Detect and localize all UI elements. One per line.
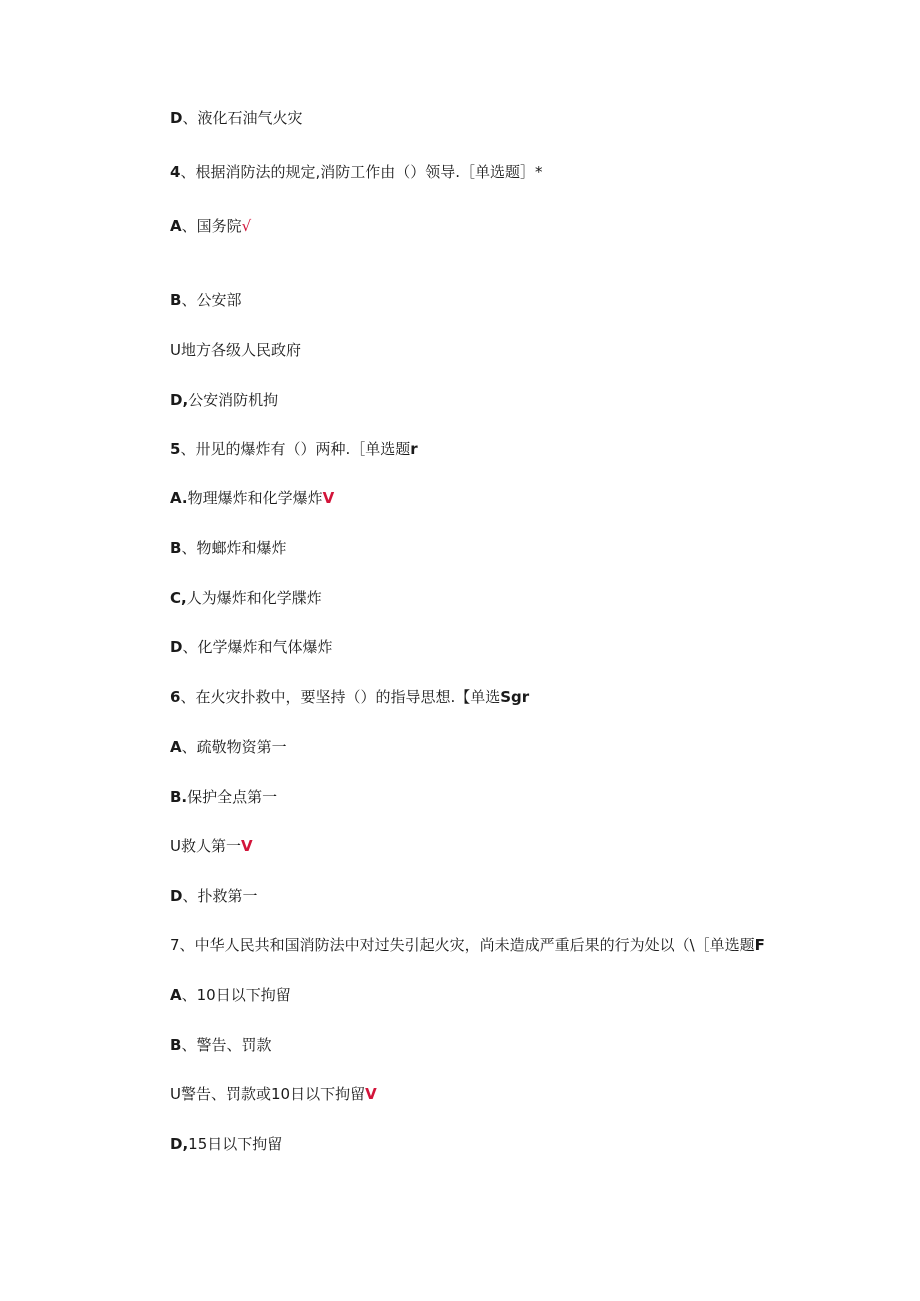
option-text: U地方各级人民政府 bbox=[170, 341, 301, 359]
option-letter: D, bbox=[170, 391, 189, 409]
option-letter: A bbox=[170, 986, 182, 1004]
option-letter: A bbox=[170, 217, 182, 235]
option-text: U警告、罚款或10日以下拘留 bbox=[170, 1085, 366, 1103]
question-text: 根据消防法的规定,消防工作由（）领导.［单选题］* bbox=[195, 163, 543, 181]
option-text: 扑救第一 bbox=[197, 887, 258, 905]
question-number: 7 bbox=[170, 936, 180, 954]
option-c-q5 bbox=[170, 588, 322, 608]
option-b-q6 bbox=[170, 787, 277, 807]
option-a-q6 bbox=[170, 737, 287, 757]
separator: 、 bbox=[179, 936, 195, 954]
option-b-q7 bbox=[170, 1035, 271, 1055]
option-letter: D, bbox=[170, 1135, 189, 1153]
separator: 、 bbox=[181, 539, 197, 557]
option-text: 警告、罚款 bbox=[196, 1036, 272, 1054]
option-letter: A. bbox=[170, 489, 188, 507]
option-d-q5 bbox=[170, 637, 332, 657]
separator: 、 bbox=[181, 986, 197, 1004]
option-letter: B. bbox=[170, 788, 188, 806]
option-d-q6 bbox=[170, 886, 257, 906]
separator: 、 bbox=[182, 109, 198, 127]
question-text: 卅见的爆炸有（）两种.［单选题 bbox=[195, 440, 411, 458]
option-text: 疏敬物资第一 bbox=[196, 738, 287, 756]
option-text: U救人第一 bbox=[170, 837, 241, 855]
question-suffix: Sgr bbox=[500, 688, 530, 706]
option-d-q7 bbox=[170, 1134, 282, 1154]
option-letter: B bbox=[170, 291, 182, 309]
option-c-q7 bbox=[170, 1084, 377, 1104]
option-c-q4 bbox=[170, 340, 301, 360]
option-letter: D bbox=[170, 638, 183, 656]
separator: 、 bbox=[181, 738, 197, 756]
option-letter: B bbox=[170, 539, 182, 557]
separator: 、 bbox=[182, 887, 198, 905]
option-a-q5 bbox=[170, 488, 334, 508]
option-a-q7 bbox=[170, 985, 291, 1005]
option-letter: A bbox=[170, 738, 182, 756]
option-text: 公安部 bbox=[196, 291, 242, 309]
question-4 bbox=[170, 162, 543, 182]
option-b-q4 bbox=[170, 290, 241, 310]
separator: 、 bbox=[181, 217, 197, 235]
separator: 、 bbox=[181, 291, 197, 309]
question-number: 5 bbox=[170, 440, 181, 458]
option-letter: D bbox=[170, 109, 183, 127]
separator: 、 bbox=[182, 638, 198, 656]
question-5 bbox=[170, 439, 418, 459]
separator: 、 bbox=[180, 440, 196, 458]
option-letter: C, bbox=[170, 589, 187, 607]
correct-mark-icon: V bbox=[322, 489, 335, 507]
option-text: 物螂炸和爆炸 bbox=[196, 539, 287, 557]
option-text: 10日以下拘留 bbox=[196, 986, 291, 1004]
option-text: 物理爆炸和化学爆炸 bbox=[187, 489, 323, 507]
option-text: 人为爆炸和化学牒炸 bbox=[186, 589, 322, 607]
option-b-q5 bbox=[170, 538, 286, 558]
question-text: 中华人民共和国消防法中对过失引起火灾，尚未造成严重后果的行为处以（\［单选题 bbox=[194, 936, 755, 954]
option-text: 15日以下拘留 bbox=[188, 1135, 283, 1153]
separator: 、 bbox=[181, 1036, 197, 1054]
option-c-q6 bbox=[170, 836, 253, 856]
correct-mark-icon: V bbox=[365, 1085, 377, 1103]
question-number: 6 bbox=[170, 688, 181, 706]
option-a-q4 bbox=[170, 216, 251, 236]
option-letter: B bbox=[170, 1036, 182, 1054]
question-suffix: F bbox=[754, 936, 765, 954]
correct-mark-icon: V bbox=[240, 837, 253, 855]
option-d-q3 bbox=[170, 108, 302, 128]
correct-mark-icon: √ bbox=[241, 217, 252, 235]
option-text: 液化石油气火灾 bbox=[197, 109, 303, 127]
option-letter: D bbox=[170, 887, 183, 905]
separator: 、 bbox=[180, 163, 196, 181]
separator: 、 bbox=[180, 688, 196, 706]
option-text: 化学爆炸和气体爆炸 bbox=[197, 638, 333, 656]
option-d-q4 bbox=[170, 390, 278, 410]
option-text: 保护全点第一 bbox=[187, 788, 278, 806]
question-7 bbox=[170, 935, 765, 955]
question-text: 在火灾扑救中，要坚持（）的指导思想.【单选 bbox=[195, 688, 501, 706]
question-number: 4 bbox=[170, 163, 181, 181]
option-text: 公安消防机拘 bbox=[188, 391, 279, 409]
option-text: 国务院 bbox=[196, 217, 242, 235]
question-6 bbox=[170, 687, 529, 707]
question-suffix: r bbox=[410, 440, 418, 458]
